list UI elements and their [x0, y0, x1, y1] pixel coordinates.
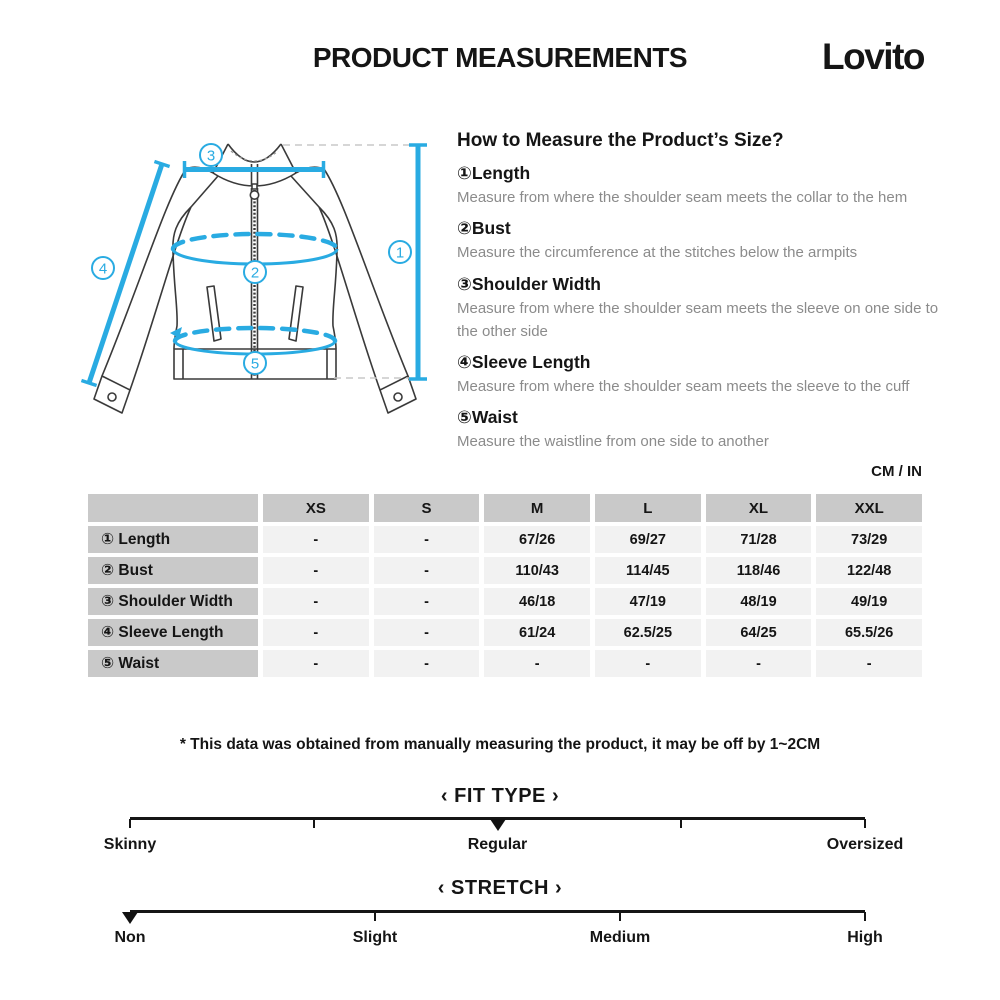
- instruction-desc-3: Measure from where the shoulder seam meets the sleeve on one side to the other side: [457, 299, 939, 340]
- table-cell-r2c2: -: [374, 557, 480, 584]
- unit-label: CM / IN: [871, 463, 922, 480]
- stretch-track: [130, 910, 865, 913]
- column-header-XXL: XXL: [816, 494, 922, 522]
- table-cell-r2c6: 122/48: [816, 557, 922, 584]
- instruction-label: Waist: [471, 407, 518, 428]
- slider-label-regular: Regular: [467, 836, 528, 853]
- table-cell-r3c3: 46/18: [484, 588, 590, 615]
- table-cell-r5c5: -: [706, 650, 812, 677]
- table-cell-r3c4: 47/19: [595, 588, 701, 615]
- column-header-S: S: [374, 494, 480, 522]
- marker-2: 2: [250, 264, 260, 282]
- slider-tick: [619, 912, 621, 921]
- instruction-item-title-2: [457, 218, 943, 239]
- instruction-item-title-5: [457, 407, 943, 428]
- slider-label-skinny: Skinny: [103, 836, 157, 853]
- table-cell-r4c3: 61/24: [484, 619, 590, 646]
- table-cell-r2c3: 110/43: [484, 557, 590, 584]
- instruction-desc-2: Measure the circumference at the stitches below the armpits: [457, 244, 858, 262]
- table-cell-r3c5: 48/19: [706, 588, 812, 615]
- slider-tick: [864, 912, 866, 921]
- slider-label-slight: Slight: [352, 929, 398, 946]
- page-title: PRODUCT MEASUREMENTS: [312, 42, 688, 73]
- table-cell-r4c4: 62.5/25: [595, 619, 701, 646]
- instruction-desc-1: Measure from where the shoulder seam meets the collar to the hem: [457, 189, 908, 206]
- instruction-desc-4: Measure from where the shoulder seam meets the sleeve to the cuff: [457, 378, 910, 395]
- instruction-item-title-4: [457, 352, 943, 373]
- row-label-4: ④ Sleeve Length: [88, 619, 258, 646]
- table-cell-r4c5: 64/25: [706, 619, 812, 646]
- instructions-list: [457, 163, 943, 454]
- instruction-label: Bust: [471, 218, 511, 239]
- slider-marker-icon: [122, 912, 138, 924]
- slider-tick: [129, 819, 131, 828]
- stretch-title: ‹ STRETCH ›: [437, 877, 563, 899]
- footnote: * This data was obtained from manually measuring the product, it may be off by 1~2CM: [179, 736, 821, 753]
- slider-marker-icon: [490, 819, 506, 831]
- slider-tick: [680, 819, 682, 828]
- instruction-label: Sleeve Length: [471, 352, 591, 372]
- slider-label-oversized: Oversized: [826, 836, 904, 853]
- fit-type-labels: [103, 836, 904, 856]
- table-cell-r2c4: 114/45: [595, 557, 701, 584]
- stretch-labels: [114, 929, 883, 949]
- marker-4: 4: [98, 260, 108, 278]
- marker-1: 1: [395, 244, 405, 262]
- marker-5: 5: [250, 355, 260, 373]
- table-cell-r5c1: -: [263, 650, 369, 677]
- marker-3: 3: [206, 147, 216, 165]
- circled-number-icon: ③: [457, 273, 472, 294]
- slider-tick: [374, 912, 376, 921]
- table-cell-r5c2: -: [374, 650, 480, 677]
- table-cell-r5c6: -: [816, 650, 922, 677]
- instructions-title: How to Measure the Product’s Size?: [457, 130, 784, 151]
- slider-label-non: Non: [114, 929, 146, 946]
- column-header-XS: XS: [263, 494, 369, 522]
- table-cell-r3c2: -: [374, 588, 480, 615]
- jacket-measurement-diagram: [60, 104, 450, 436]
- slider-tick: [313, 819, 315, 828]
- table-cell-r1c2: -: [374, 526, 480, 553]
- instruction-item-title-3: [457, 274, 943, 295]
- table-corner-cell: [88, 494, 258, 522]
- row-label-3: ③ Shoulder Width: [88, 588, 258, 615]
- column-header-L: L: [595, 494, 701, 522]
- circled-number-icon: ②: [457, 218, 472, 239]
- lovito-logo: Lovito: [822, 36, 924, 77]
- table-cell-r1c5: 71/28: [706, 526, 812, 553]
- instruction-item-title-1: [457, 163, 943, 184]
- jacket-diagram-svg: [60, 104, 450, 436]
- row-label-5: ⑤ Waist: [88, 650, 258, 677]
- table-cell-r1c3: 67/26: [484, 526, 590, 553]
- table-cell-r1c1: -: [263, 526, 369, 553]
- column-header-XL: XL: [706, 494, 812, 522]
- fit-type-title: ‹ FIT TYPE ›: [440, 785, 560, 807]
- table-cell-r1c6: 73/29: [816, 526, 922, 553]
- table-cell-r2c1: -: [263, 557, 369, 584]
- table-cell-r3c1: -: [263, 588, 369, 615]
- row-label-1: ① Length: [88, 526, 258, 553]
- table-cell-r2c5: 118/46: [706, 557, 812, 584]
- table-cell-r3c6: 49/19: [816, 588, 922, 615]
- slider-label-high: High: [847, 929, 883, 946]
- instruction-label: Shoulder Width: [471, 273, 601, 294]
- circled-number-icon: ④: [457, 352, 472, 372]
- fit-type-slider: [130, 817, 865, 831]
- slider-tick: [864, 819, 866, 828]
- instruction-desc-5: Measure the waistline from one side to another: [457, 433, 769, 451]
- table-cell-r4c6: 65.5/26: [816, 619, 922, 646]
- measure-instructions: [457, 130, 943, 454]
- stretch-slider: [130, 910, 865, 924]
- row-label-2: ② Bust: [88, 557, 258, 584]
- circled-number-icon: ①: [457, 163, 472, 183]
- circled-number-icon: ⑤: [457, 407, 472, 428]
- table-cell-r4c2: -: [374, 619, 480, 646]
- size-table: [88, 494, 922, 677]
- instruction-label: Length: [471, 163, 531, 183]
- slider-label-medium: Medium: [589, 929, 651, 946]
- table-cell-r4c1: -: [263, 619, 369, 646]
- table-cell-r5c4: -: [595, 650, 701, 677]
- column-header-M: M: [484, 494, 590, 522]
- table-cell-r1c4: 69/27: [595, 526, 701, 553]
- table-cell-r5c3: -: [484, 650, 590, 677]
